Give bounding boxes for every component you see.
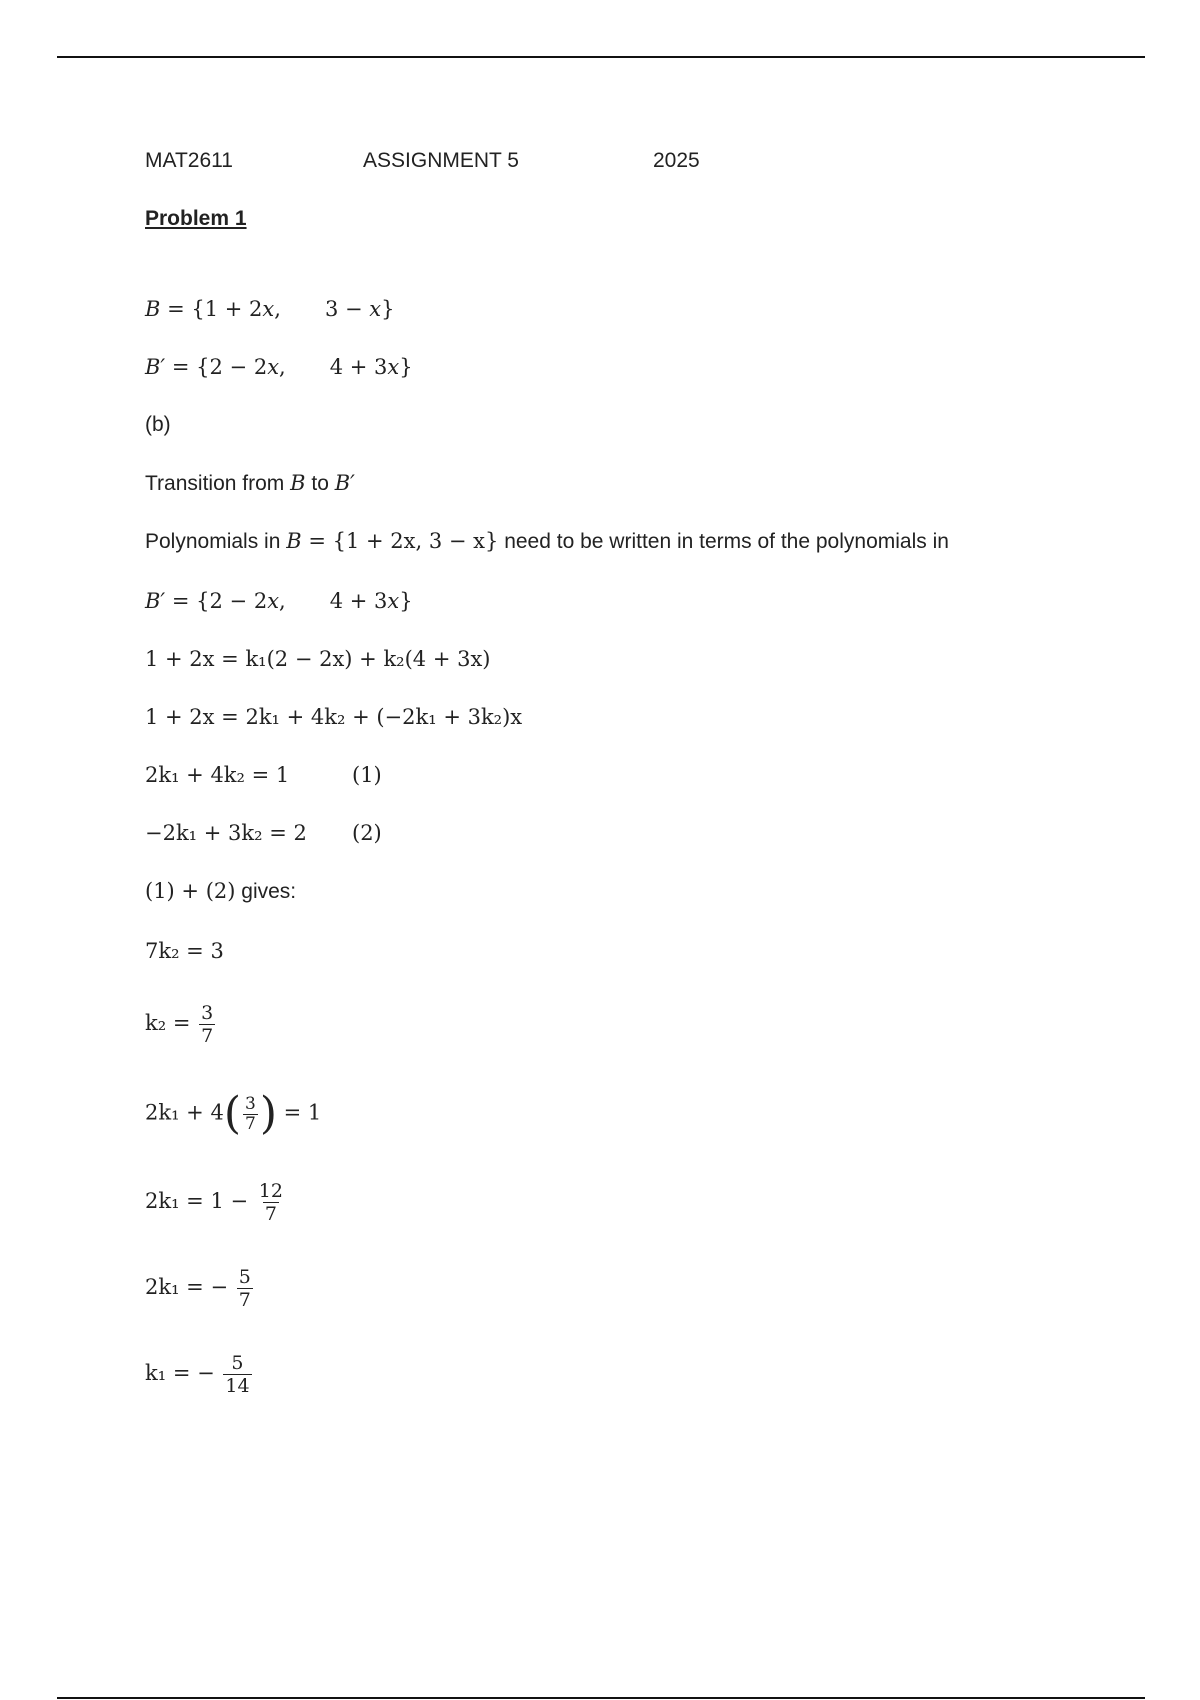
equation-2k1-step: 2k₁ = 1 − $\frac{12}{7}$ xyxy=(145,1180,283,1225)
basis-bprime-equation: B′ = {2 − 2x, 4 + 3x} xyxy=(145,355,413,379)
problem-title: Problem 1 xyxy=(145,207,247,230)
fraction-3-7: $\frac{3}{7}$ xyxy=(201,1002,214,1047)
bottom-rule xyxy=(57,1697,1145,1699)
polynomials-statement: Polynomials in B = {1 + 2x, 3 − x} need to be written in terms of the polynomials in xyxy=(145,529,949,553)
equation-1: 2k₁ + 4k₂ = 1 (1) xyxy=(145,763,382,787)
basis-bprime-repeat: B′ = {2 − 2x, 4 + 3x} xyxy=(145,589,413,613)
fraction-12-7: $\frac{12}{7}$ xyxy=(258,1180,283,1225)
top-rule xyxy=(57,56,1145,58)
equation-collected: 1 + 2x = 2k₁ + 4k₂ + (−2k₁ + 3k₂)x xyxy=(145,705,523,729)
equation-2: −2k₁ + 3k₂ = 2 (2) xyxy=(145,821,382,845)
sum-statement: (1) + (2) gives: xyxy=(145,879,297,903)
assignment-title: ASSIGNMENT 5 xyxy=(363,149,519,172)
equation-2k1-value: 2k₁ = − $\frac{5}{7}$ xyxy=(145,1266,251,1311)
equation-1-tag: (1) xyxy=(352,763,382,787)
fraction-3-7-paren: $\frac{3}{7}$ xyxy=(244,1093,256,1134)
equation-substitution: 2k₁ + 4( $\frac{3}{7}$ ) = 1 xyxy=(145,1088,322,1139)
equation-7k2: 7k₂ = 3 xyxy=(145,939,224,963)
course-code: MAT2611 xyxy=(145,149,233,172)
basis-b-equation: B = {1 + 2x, 3 − x} xyxy=(145,297,395,321)
equation-expansion: 1 + 2x = k₁(2 − 2x) + k₂(4 + 3x) xyxy=(145,647,491,671)
equation-2-tag: (2) xyxy=(352,821,382,845)
assignment-year: 2025 xyxy=(653,149,700,172)
part-label: (b) xyxy=(145,413,171,436)
fraction-5-14: $\frac{5}{14}$ xyxy=(225,1352,250,1397)
equation-k2-value: k₂ = $\frac{3}{7}$ xyxy=(145,1002,214,1047)
transition-heading: Transition from B to B′ xyxy=(145,471,355,495)
fraction-5-7: $\frac{5}{7}$ xyxy=(238,1266,251,1311)
equation-k1-value: k₁ = − $\frac{5}{14}$ xyxy=(145,1352,250,1397)
